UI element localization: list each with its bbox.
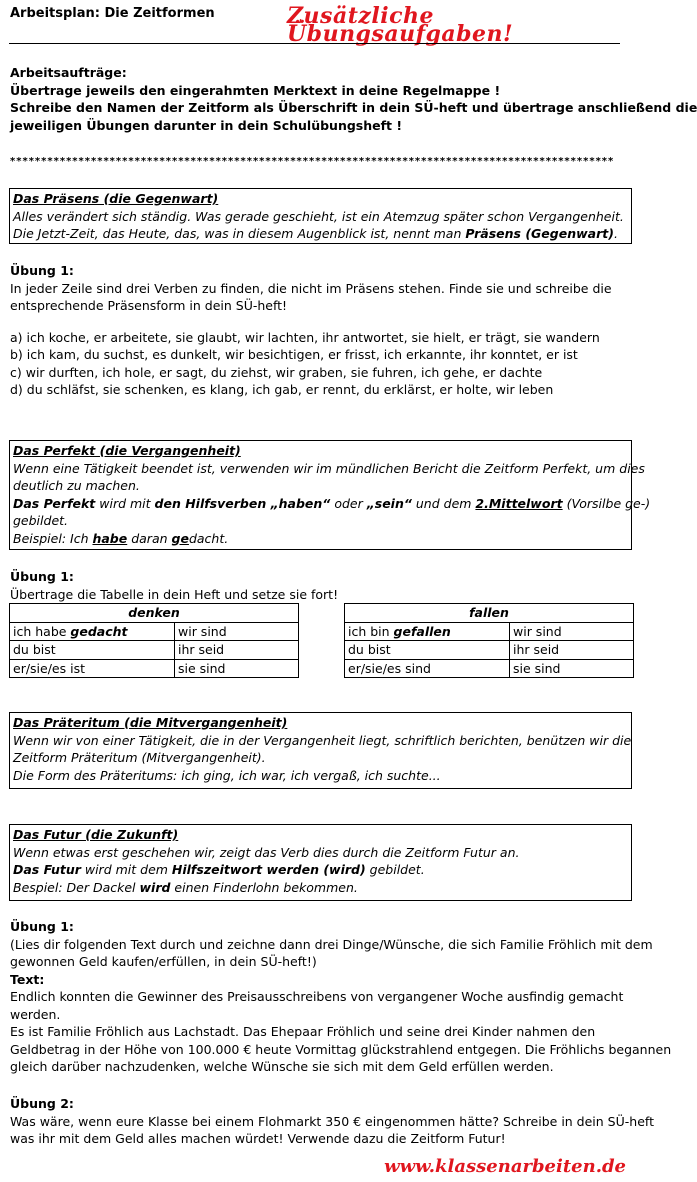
text-label: Text: [10, 971, 45, 987]
perfekt-text: (Vorsilbe ge-) [562, 495, 651, 511]
example-text: dacht. [188, 530, 229, 546]
perfekt-example [13, 530, 628, 548]
table-cell: sie sind [510, 659, 634, 678]
perfekt-helper-verbs: den Hilfsverben „haben“ [154, 495, 331, 511]
exercise-line: entsprechende Präsensform in dein SÜ-heft! [10, 298, 288, 313]
table-title: fallen [345, 604, 634, 623]
story-line: Endlich konnten die Gewinner des Preisausschreibens von vergangener Woche ausfindig gemacht [10, 989, 624, 1004]
exercise-item: b) ich kam, du suchst, es dunkelt, wir besichtigen, er frisst, ich erkannte, ihr konntet, er ist [10, 347, 578, 362]
table-row [345, 622, 634, 641]
example-text: Bespiel: Der Dackel [13, 879, 140, 895]
cell-text: ich habe [13, 623, 71, 639]
table-cell: sie sind [175, 659, 299, 678]
praesens-line: Alles verändert sich ständig. Was gerade geschieht, ist ein Atemzug später schon Vergangenheit. [13, 208, 624, 224]
table-cell [10, 622, 175, 641]
table-cell: er/sie/es sind [345, 659, 510, 678]
star-separator: ************************************************************************************************* [10, 156, 615, 167]
praesens-term: Präsens (Gegenwart) [465, 226, 614, 241]
table-row [10, 622, 299, 641]
exercise-heading: Übung 1: [10, 919, 74, 934]
exercise-item: c) wir durften, ich hole, er sagt, du ziehst, wir graben, sie fuhren, ich gehe, er dachte [10, 364, 543, 380]
uebung-praesens [10, 262, 612, 399]
perfekt-line: gebildet. [13, 513, 69, 528]
perfekt-sein: „sein“ [366, 495, 412, 511]
exercise-heading: Übung 2: [10, 1096, 74, 1111]
uebung-futur-1 [10, 918, 671, 1076]
futur-term: Das Futur [13, 862, 81, 877]
table-title: denken [10, 604, 299, 623]
table-row [10, 641, 299, 660]
futur-example [13, 879, 628, 897]
praeteritum-line: Wenn wir von einer Tätigkeit, die in der Vergangenheit liegt, schriftlich berichten, benützen wir die [13, 732, 632, 748]
uebung-futur-2 [10, 1095, 654, 1148]
praeteritum-line: Die Form des Präteritums: ich ging, ich war, ich vergaß, ich suchte... [13, 767, 441, 783]
table-row [345, 641, 634, 660]
story-line: Es ist Familie Fröhlich aus Lachstadt. Das Ehepaar Fröhlich und seine drei Kinder nahmen den [10, 1024, 596, 1039]
futur-text: gebildet. [365, 862, 425, 877]
example-prefix: ge [171, 530, 189, 546]
page-title: Arbeitsplan: Die Zeitformen [10, 6, 215, 21]
exercise-line: Was wäre, wenn eure Klasse bei einem Flohmarkt 350 € eingenommen hätte? Schreibe in dein SÜ-heft [10, 1113, 654, 1129]
example-auxiliary: wird [139, 879, 171, 895]
instructions-heading: Arbeitsaufträge: [10, 65, 127, 80]
perfekt-line: deutlich zu machen. [13, 478, 140, 493]
table-row [345, 659, 634, 678]
futur-line: Wenn etwas erst geschehen wir, zeigt das Verb dies durch die Zeitform Futur an. [13, 844, 520, 860]
exercise-line: gewonnen Geld kaufen/erfüllen, in dein SÜ-heft!) [10, 954, 317, 969]
exercise-item: a) ich koche, er arbeitete, sie glaubt, wir lachten, ihr antwortet, sie hielt, er trägt, sie wandern [10, 329, 600, 345]
uebung-perfekt [10, 568, 338, 603]
futur-text: wird mit dem [80, 862, 172, 877]
futur-heading: Das Futur (die Zukunft) [13, 827, 179, 842]
table-cell: wir sind [510, 622, 634, 641]
praesens-heading: Das Präsens (die Gegenwart) [13, 191, 219, 206]
table-cell: du bist [10, 641, 175, 660]
example-text: Beispiel: Ich [13, 530, 93, 546]
instructions-line: Übertrage jeweils den eingerahmten Merktext in deine Regelmappe ! [10, 82, 501, 98]
table-cell [345, 622, 510, 641]
futur-box [9, 824, 632, 901]
perfekt-term: Das Perfekt [13, 495, 96, 511]
story-line: werden. [10, 1006, 61, 1022]
exercise-heading: Übung 1: [10, 263, 74, 278]
praeteritum-heading: Das Präteritum (die Mitvergangenheit) [13, 715, 288, 730]
cell-text: ich bin [348, 623, 394, 639]
exercise-line: (Lies dir folgenden Text durch und zeichne dann drei Dinge/Wünsche, die sich Familie Fröhlich mit dem [10, 936, 653, 952]
praesens-text-end: . [613, 226, 618, 241]
perfekt-participle: 2.Mittelwort [475, 495, 563, 511]
perfekt-heading: Das Perfekt (die Vergangenheit) [13, 443, 241, 458]
cell-bold: gefallen [393, 623, 451, 639]
table-cell: du bist [345, 641, 510, 660]
table-cell: ihr seid [175, 641, 299, 660]
perfekt-text: oder [330, 495, 367, 511]
perfekt-text: wird mit [95, 495, 155, 511]
praeteritum-line: Zeitform Präteritum (Mitvergangenheit). [13, 750, 266, 765]
table-cell: wir sind [175, 622, 299, 641]
example-text: daran [127, 530, 172, 546]
cell-bold: gedacht [70, 623, 128, 639]
praesens-line [13, 225, 628, 243]
futur-auxiliary: Hilfszeitwort werden (wird) [171, 862, 366, 877]
example-text: einen Finderlohn bekommen. [170, 879, 358, 895]
table-row [10, 659, 299, 678]
story-line: Geldbetrag in der Höhe von 100.000 € heute Vormittag glückstrahlend entgegen. Die Fröhlichs begannen [10, 1041, 672, 1057]
perfekt-text: und dem [411, 495, 476, 511]
denken-table [9, 603, 299, 678]
footer-url[interactable]: www.klassenarbeiten.de [384, 1155, 626, 1177]
instructions-line: Schreibe den Namen der Zeitform als Überschrift in dein SÜ-heft und übertrage anschließend die [10, 100, 697, 115]
exercise-line: Übertrage die Tabelle in dein Heft und setze sie fort! [10, 586, 339, 602]
example-auxiliary: habe [92, 530, 128, 546]
praesens-box [9, 188, 632, 244]
extra-exercises-title: Zusätzliche Übungsaufgaben! [287, 3, 514, 47]
table-cell: er/sie/es ist [10, 659, 175, 678]
story-line: gleich darüber nachzudenken, welche Wünsche sie sich mit dem Geld erfüllen werden. [10, 1059, 554, 1074]
table-cell: ihr seid [510, 641, 634, 660]
instructions [10, 64, 697, 134]
perfekt-box [9, 440, 651, 550]
futur-rule [13, 861, 628, 879]
perfekt-line: Wenn eine Tätigkeit beendet ist, verwenden wir im mündlichen Bericht die Zeitform Perfekt, um dies [13, 460, 645, 476]
perfekt-rule [13, 495, 651, 513]
praeteritum-box [9, 712, 632, 789]
header-divider [9, 43, 620, 44]
exercise-heading: Übung 1: [10, 569, 74, 584]
praesens-text: Die Jetzt-Zeit, das Heute, das, was in diesem Augenblick ist, nennt man [13, 226, 466, 241]
fallen-table [344, 603, 634, 678]
instructions-line: jeweiligen Übungen darunter in dein Schulübungsheft ! [10, 117, 403, 133]
exercise-line: In jeder Zeile sind drei Verben zu finden, die nicht im Präsens stehen. Finde sie und schreibe die [10, 280, 612, 296]
exercise-line: was ihr mit dem Geld alles machen würdet! Verwende dazu die Zeitform Futur! [10, 1131, 506, 1146]
exercise-item: d) du schläfst, sie schenken, es klang, ich gab, er rennt, du erklärst, er holte, wir leben [10, 382, 554, 397]
